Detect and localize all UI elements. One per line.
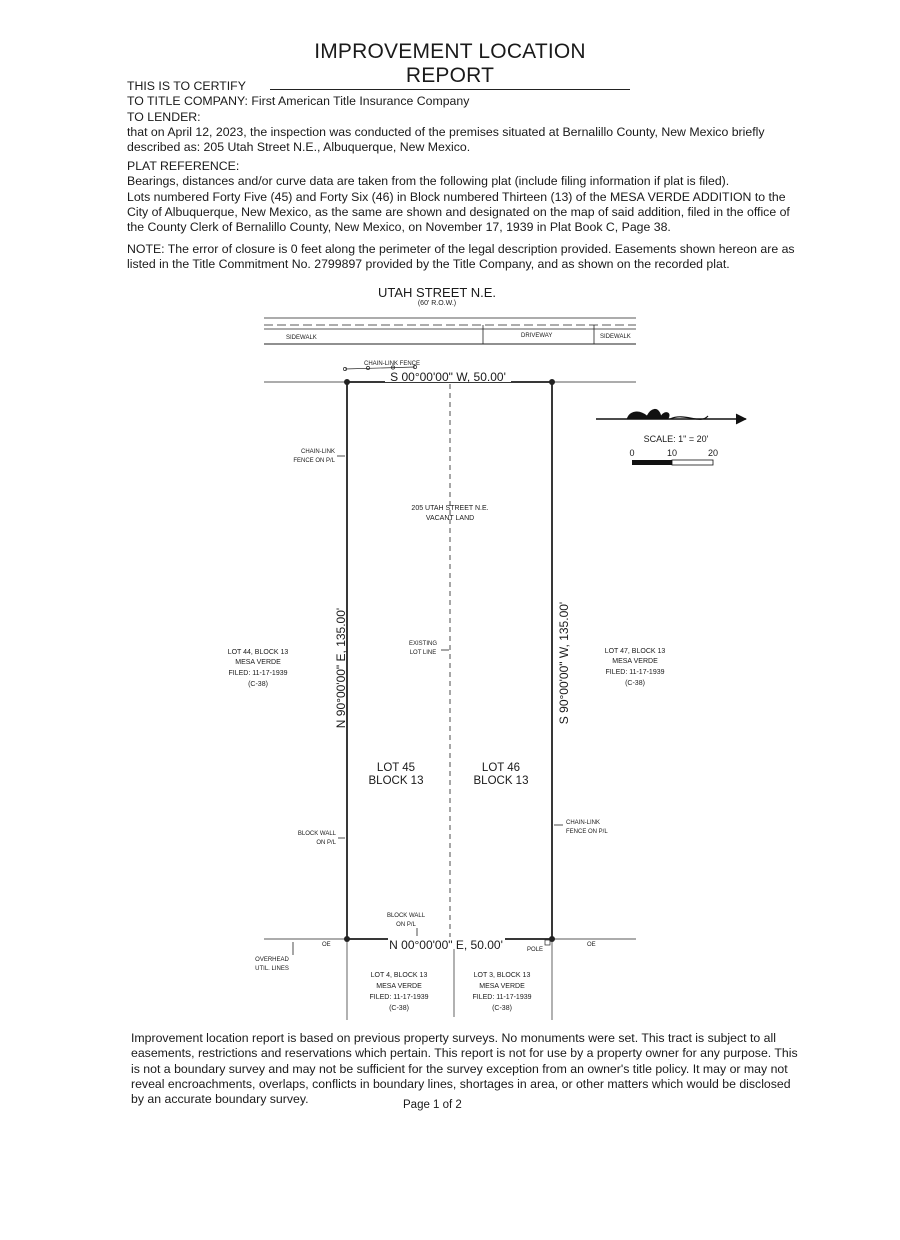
plat-line: Lots numbered Forty Five (45) and Forty Six (46) in Block numbered Thirteen (13) of the MESA VERDE ADDITION to the <box>127 189 786 204</box>
driveway-label: DRIVEWAY <box>521 333 553 339</box>
corner-monuments <box>344 379 555 942</box>
north-arrow-icon <box>596 409 746 424</box>
described-as-line: described as: 205 Utah Street N.E., Albuquerque, New Mexico. <box>127 140 471 155</box>
svg-text:FILED: 11-17-1939: FILED: 11-17-1939 <box>472 994 532 1001</box>
sidewalk-right-label: SIDEWALK <box>600 334 631 340</box>
sidewalk-strip <box>264 318 636 344</box>
lot-3-label <box>472 972 531 1012</box>
fence-top-label: CHAIN-LINK FENCE <box>364 361 421 367</box>
svg-text:MESA VERDE: MESA VERDE <box>376 983 422 990</box>
report-title: IMPROVEMENT LOCATION REPORT <box>270 40 630 90</box>
svg-text:LOT 46: LOT 46 <box>481 762 521 774</box>
svg-text:MESA VERDE: MESA VERDE <box>612 658 658 665</box>
land-status-label: VACANT LAND <box>425 515 475 522</box>
svg-text:BLOCK 13: BLOCK 13 <box>473 775 529 787</box>
south-boundary-bearing: N 00°00'00" E, 50.00' <box>389 938 503 952</box>
pole-icon <box>545 940 550 945</box>
lotline-label-2: LOT LINE <box>409 650 437 656</box>
svg-text:FILED: 11-17-1939: FILED: 11-17-1939 <box>369 994 429 1001</box>
wall-left-label-2: ON P/L <box>316 840 336 846</box>
lot-46-label <box>474 762 529 787</box>
scale-tick-20: 20 <box>707 448 719 458</box>
disclaimer-block <box>131 1031 798 1107</box>
scale-tick-10: 10 <box>666 448 678 458</box>
svg-text:LOT 47, BLOCK 13: LOT 47, BLOCK 13 <box>604 648 666 655</box>
lot-47-label <box>605 648 666 687</box>
lotline-label-1: EXISTING <box>408 641 438 647</box>
svg-text:FILED: 11-17-1939: FILED: 11-17-1939 <box>228 670 288 677</box>
disclaimer-line: by an accurate boundary survey. <box>131 1092 309 1107</box>
scale-tick-0: 0 <box>629 448 635 458</box>
title-company-line: TO TITLE COMPANY: First American Title Insurance Company <box>127 94 470 109</box>
lot-44-label <box>228 649 289 688</box>
disclaimer-line: Improvement location report is based on previous property surveys. No monuments were set. This tract is subject to all <box>131 1031 776 1045</box>
north-boundary-bearing: S 00°00'00" W, 50.00' <box>390 370 506 384</box>
scale-bar <box>632 460 713 465</box>
oe-label-right: OE <box>587 942 596 948</box>
lot-4-label <box>369 972 428 1012</box>
wall-bottom-label-1: BLOCK WALL <box>386 913 426 919</box>
wall-bottom-label-2: ON P/L <box>396 922 416 928</box>
fence-left-label-1: CHAIN-LINK <box>300 449 335 455</box>
wall-left-label-1: BLOCK WALL <box>297 831 336 837</box>
plat-heading: PLAT REFERENCE: <box>127 159 240 173</box>
svg-text:LOT 45: LOT 45 <box>376 762 416 774</box>
street-row: (60' R.O.W.) <box>417 300 457 307</box>
note-line: listed in the Title Commitment No. 2799897 provided by the Title Company, and as shown on the recorded plat. <box>127 257 730 272</box>
inspection-line: that on April 12, 2023, the inspection was conducted of the premises situated at Bernalillo County, New Mexico briefly <box>127 124 765 139</box>
lender-line: TO LENDER: <box>127 109 201 124</box>
fence-right-label-2: FENCE ON P/L <box>566 829 608 835</box>
svg-text:(C-38): (C-38) <box>625 680 645 687</box>
property-boundary <box>264 382 636 1020</box>
svg-text:BLOCK 13: BLOCK 13 <box>368 775 424 787</box>
plat-line: City of Albuquerque, New Mexico, as the same are shown and designated on the map of said addition, filed in the office of <box>127 204 790 219</box>
svg-text:FILED: 11-17-1939: FILED: 11-17-1939 <box>605 669 665 676</box>
disclaimer-line: is not a boundary survey and may not be sufficient for the survey exception from an owner's title policy. It may or may not <box>131 1061 788 1076</box>
svg-text:LOT 44, BLOCK 13: LOT 44, BLOCK 13 <box>227 649 289 656</box>
svg-text:LOT 4, BLOCK 13: LOT 4, BLOCK 13 <box>370 972 428 979</box>
address-label: 205 UTAH STREET N.E. <box>411 505 489 512</box>
oe-label-left: OE <box>322 942 331 948</box>
disclaimer-line: reveal encroachments, overlaps, conflicts in boundary lines, shortages in area, or other matters which would be disclosed <box>131 1076 791 1091</box>
svg-text:MESA VERDE: MESA VERDE <box>479 983 525 990</box>
plat-line: Bearings, distances and/or curve data are taken from the following plat (include filing information if plat is filed). <box>127 174 730 189</box>
svg-text:(C-38): (C-38) <box>389 1005 409 1012</box>
svg-text:MESA VERDE: MESA VERDE <box>235 659 281 666</box>
svg-text:LOT 3, BLOCK 13: LOT 3, BLOCK 13 <box>473 972 531 979</box>
east-boundary-bearing: S 90°00'00" W, 135.00' <box>557 601 571 725</box>
fence-left-label-2: FENCE ON P/L <box>293 458 335 464</box>
pole-label: POLE <box>527 947 544 953</box>
sidewalk-left-label: SIDEWALK <box>286 335 317 341</box>
west-boundary-bearing: N 90°00'00" E, 135.00' <box>334 607 348 729</box>
scale-label: SCALE: 1" = 20' <box>643 434 709 444</box>
svg-text:(C-38): (C-38) <box>492 1005 512 1012</box>
plat-line: the County Clerk of Bernalillo County, New Mexico, on November 17, 1939 in Plat Book C, Page 38. <box>127 220 671 235</box>
fence-right-label-1: CHAIN-LINK <box>566 820 601 826</box>
overhead-label-1: OVERHEAD <box>255 957 289 963</box>
street-name: UTAH STREET N.E. <box>378 285 496 300</box>
svg-text:(C-38): (C-38) <box>248 681 268 688</box>
note-line: NOTE: The error of closure is 0 feet along the perimeter of the legal description provided. Easements shown hereon are as <box>127 242 795 256</box>
certify-line: THIS IS TO CERTIFY <box>127 79 246 93</box>
disclaimer-line: easements, restrictions and reservations which pertain. This report is not for use by a property owner for any purpose. This <box>131 1046 798 1061</box>
lot-45-label <box>369 762 424 787</box>
overhead-label-2: UTIL. LINES <box>255 966 289 972</box>
page-number: Page 1 of 2 <box>403 1099 462 1111</box>
